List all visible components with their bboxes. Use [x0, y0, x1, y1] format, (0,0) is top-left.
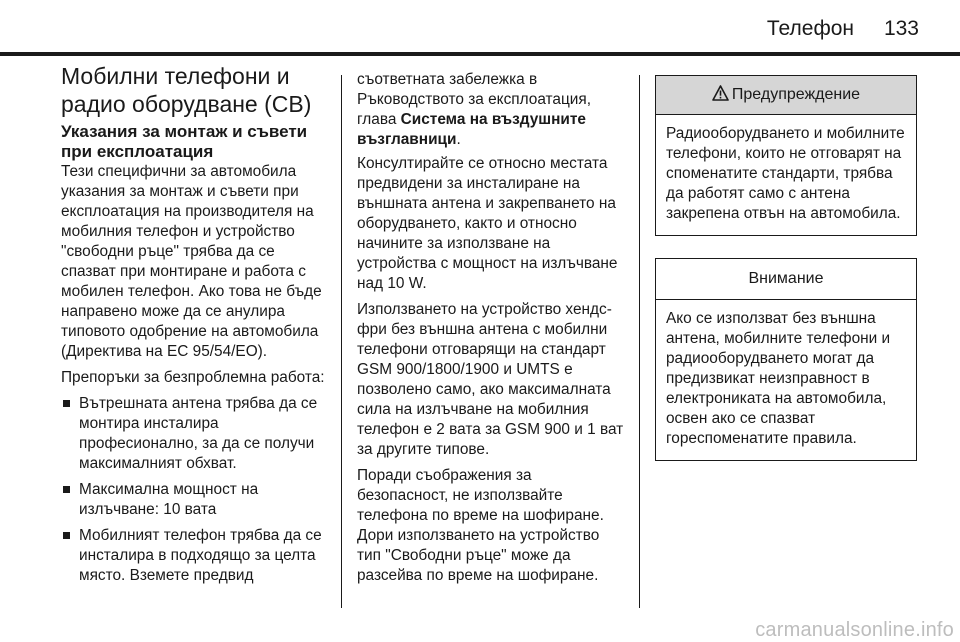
safety-paragraph: Поради съображения за безопасност, не използвайте телефона по време на шофиране. Дори използването на устройство тип "Свободни ръце" може да разсейва по време на шофиране.	[357, 467, 604, 584]
right-column	[655, 75, 917, 461]
continued-text-end: .	[456, 131, 461, 148]
middle-column	[357, 70, 625, 592]
notice-body: Ако се използват без външна антена, мобилните телефони и радиооборудването могат да предизвикат неизправност в електрониката на автомобила, освен ако се спазват гореспоменатите правила.	[666, 310, 891, 447]
recommendations-list	[61, 394, 331, 586]
watermark: carmanualsonline.info	[755, 619, 954, 641]
continued-text: съответната забележка в Ръководството за експлоатация, глава	[357, 71, 592, 128]
handsfree-paragraph: Използването на устройство хендс-фри без външна антена с мобилни телефони отговарящи на стандарт GSM 900/1800/1900 и UMTS е позволено само, ако максималната сила на излъчване на мобилния телефон е 2 вата за GSM 900 и 1 ват за другите типове.	[357, 301, 624, 458]
left-column	[61, 62, 331, 592]
warning-header	[656, 76, 916, 115]
warning-body: Радиооборудването и мобилните телефони, които не отговарят на споменатите стандарти, трябва да работят само с антена закрепена отвън на автомобила.	[666, 125, 905, 222]
subsection-heading: Указания за монтаж и съвети при експлоатация	[61, 122, 308, 161]
chapter-reference: Система на въздушните възглавници	[357, 111, 586, 148]
column-divider	[639, 75, 640, 608]
intro-paragraph: Тези специфични за автомобила указания за монтаж и съвети при експлоатация на производителя на мобилния телефон и устройство "свободни ръце" трябва да се спазват при монтиране и работа с мобилен телефон. Ако това не бъде направено може да се анулира типовото одобрение на автомобила (Директива на ЕС 95/54/ЕО).	[61, 163, 322, 360]
page-number: 133	[883, 17, 919, 40]
notice-box	[655, 258, 917, 461]
column-divider	[341, 75, 342, 608]
page-header	[0, 0, 960, 66]
header-rule	[0, 52, 960, 56]
header-title: Телефон	[766, 17, 854, 40]
recommendations-paragraph: Препоръки за безпроблемна работа:	[61, 369, 325, 386]
list-item: Максимална мощност на излъчване: 10 вата	[61, 480, 331, 520]
list-item: Мобилният телефон трябва да се инсталира в подходящо за целта място. Вземете предвид	[61, 526, 331, 586]
warning-box	[655, 75, 917, 236]
notice-title: Внимание	[748, 270, 824, 287]
warning-title: Предупреждение	[731, 86, 861, 103]
antenna-paragraph: Консултирайте се относно местата предвидени за инсталиране на външната антена и закрепването на оборудването, както и относно начините за използване на устройства с мощност на излъчване над 10 W.	[357, 155, 618, 292]
section-heading: Мобилни телефони и радио оборудване (CB)	[61, 63, 312, 117]
continued-paragraph	[357, 70, 625, 150]
list-item: Вътрешната антена трябва да се монтира инсталира професионално, за да се получи максималният обхват.	[61, 394, 331, 474]
notice-header	[656, 259, 916, 300]
warning-triangle-icon	[712, 78, 729, 116]
